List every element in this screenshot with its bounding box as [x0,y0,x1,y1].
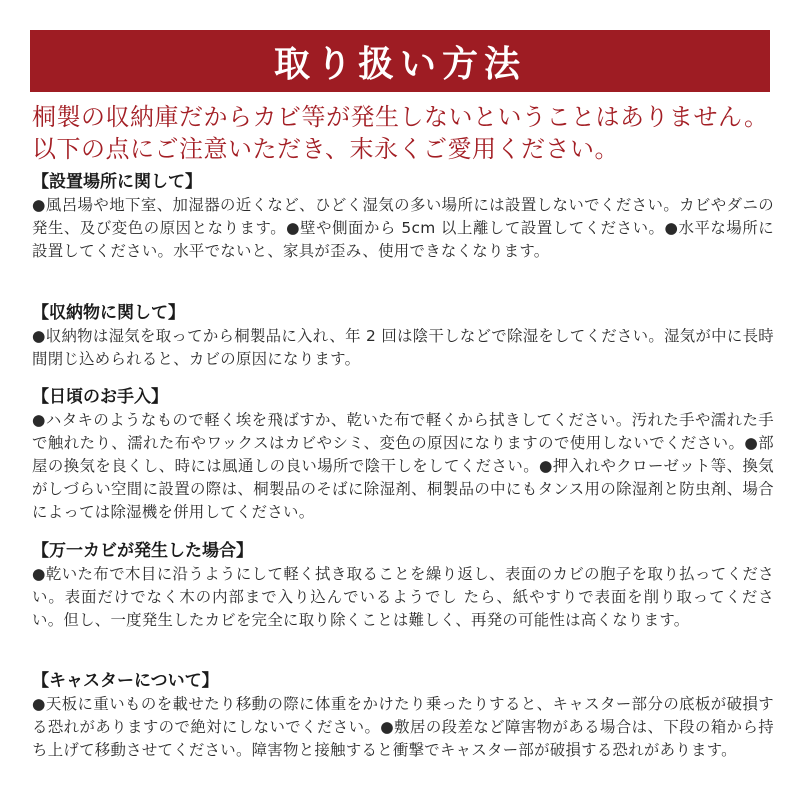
section-body: ●風呂場や地下室、加湿器の近くなど、ひどく湿気の多い場所には設置しないでください。カビやダニの発生、及び変色の原因となります。●壁や側面から 5cm 以上離して設置してください。●水平な場所に設置してください。水平でないと、家具が歪み、使用できなくなります。 [32,196,774,260]
section-casters [32,670,774,762]
section-body: ●収納物は湿気を取ってから桐製品に入れ、年 2 回は陰干しなどで除湿をしてください。湿気が中に長時間閉じ込められると、カビの原因になります。 [32,327,774,368]
page-title: 取り扱い方法 [273,43,526,85]
intro-line: 桐製の収納庫だからカビ等が発生しないということはありません。 [32,103,769,131]
section-mold [32,540,774,632]
intro-line: 以下の点にご注意いただき、末永くご愛用ください。 [32,135,620,163]
section-heading: 【万一カビが発生した場合】 [32,541,253,561]
section-daily-care [32,386,774,524]
section-heading: 【キャスターについて】 [32,671,219,691]
section-heading: 【収納物に関して】 [32,303,185,323]
section-body: ●ハタキのようなもので軽く埃を飛ばすか、乾いた布で軽くから拭きしてください。汚れた手や濡れた手で触れたり、濡れた布やワックスはカビやシミ、変色の原因になりますので使用しないでください。●部屋の換気を良くし、時には風通しの良い場所で陰干しをしてください。●押入れやクローゼット等、換気がしづらい空間に設置の際は、桐製品のそばに除湿剤、桐製品の中にもタンス用の除湿剤と防虫剤、場合によっては除湿機を併用してください。 [32,411,774,521]
section-installation [32,171,774,263]
section-body: ●天板に重いものを載せたり移動の際に体重をかけたり乗ったりすると、キャスター部分の底板が破損する恐れがありますので絶対にしないでください。●敷居の段差など障害物がある場合は、下段の箱から持ち上げて移動させてください。障害物と接触すると衝撃でキャスター部が破損する恐れがあります。 [32,695,774,759]
section-heading: 【設置場所に関して】 [32,172,202,192]
section-heading: 【日頃のお手入】 [32,387,168,407]
section-body: ●乾いた布で木目に沿うようにして軽く拭き取ることを繰り返し、表面のカビの胞子を取り払ってください。表面だけでなく木の内部まで入り込んでいるようでし たら、紙やすりで表面を削り取ってください。但し、一度発生したカビを完全に取り除くことは難しく、再発の可能性は高くなります。 [32,565,774,629]
title-banner [30,30,770,92]
section-storage [32,302,774,371]
intro-text [32,101,777,165]
